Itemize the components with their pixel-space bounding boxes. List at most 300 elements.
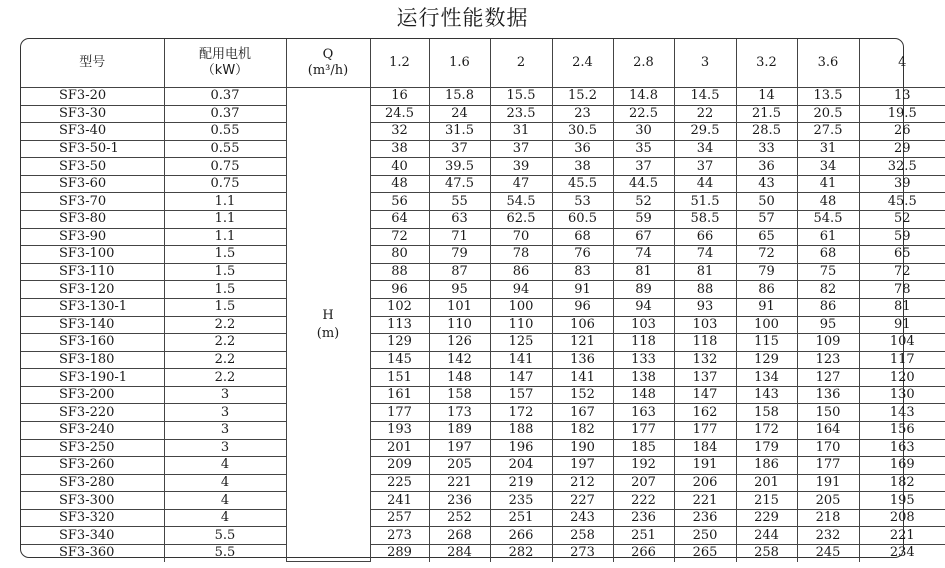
table-row [21,158,945,176]
column-header-flow-unit [286,39,370,88]
head-value-cell: 38 [552,158,613,176]
head-value-cell: 179 [736,439,797,457]
model-cell: SF3-80 [21,211,164,229]
head-value-cell: 41 [797,175,859,193]
head-value-cell: 32 [370,123,429,141]
head-value-cell: 22 [674,105,736,123]
head-value-cell: 14.5 [674,88,736,106]
head-value-cell: 94 [613,298,674,316]
model-cell: SF3-40 [21,123,164,141]
head-value-cell: 222 [613,492,674,510]
head-value-cell: 184 [674,439,736,457]
head-value-cell: 185 [613,439,674,457]
head-value-cell: 37 [674,158,736,176]
head-value-cell: 207 [613,474,674,492]
head-value-cell: 251 [613,527,674,545]
head-value-cell: 13.5 [797,88,859,106]
head-value-cell: 265 [674,545,736,562]
head-value-cell: 189 [429,421,490,439]
table-row [21,439,945,457]
head-value-cell: 137 [674,369,736,387]
head-value-cell: 197 [429,439,490,457]
head-value-cell: 20.5 [797,105,859,123]
table-row [21,175,945,193]
head-value-cell: 86 [736,281,797,299]
table-row [21,509,945,527]
head-value-cell: 37 [429,140,490,158]
head-value-cell: 96 [552,298,613,316]
table-row [21,193,945,211]
power-cell: 2.2 [164,351,286,369]
head-value-cell: 48 [797,193,859,211]
head-value-cell: 172 [736,421,797,439]
head-value-cell: 45.5 [859,193,945,211]
head-value-cell: 229 [736,509,797,527]
head-value-cell: 284 [429,545,490,562]
head-value-cell: 37 [613,158,674,176]
head-value-cell: 234 [859,545,945,562]
head-value-cell: 43 [736,175,797,193]
model-cell: SF3-100 [21,246,164,264]
head-value-cell: 266 [490,527,552,545]
head-value-cell: 66 [674,228,736,246]
power-cell: 2.2 [164,316,286,334]
head-value-cell: 121 [552,334,613,352]
head-value-cell: 27.5 [797,123,859,141]
model-cell: SF3-140 [21,316,164,334]
head-value-cell: 35 [613,140,674,158]
head-value-cell: 68 [552,228,613,246]
column-header-flow: 3.2 [736,39,797,88]
head-value-cell: 39 [859,175,945,193]
head-value-cell: 252 [429,509,490,527]
head-value-cell: 52 [613,193,674,211]
head-value-cell: 33 [736,140,797,158]
head-value-cell: 60.5 [552,211,613,229]
model-cell: SF3-200 [21,386,164,404]
head-value-cell: 236 [674,509,736,527]
head-value-cell: 118 [613,334,674,352]
model-cell: SF3-160 [21,334,164,352]
head-value-cell: 141 [490,351,552,369]
head-value-cell: 67 [613,228,674,246]
head-value-cell: 78 [490,246,552,264]
head-value-cell: 193 [370,421,429,439]
head-value-cell: 100 [736,316,797,334]
head-value-cell: 83 [552,263,613,281]
head-value-cell: 169 [859,457,945,475]
head-value-cell: 118 [674,334,736,352]
head-value-cell: 78 [859,281,945,299]
head-value-cell: 103 [674,316,736,334]
head-value-cell: 15.5 [490,88,552,106]
head-value-cell: 115 [736,334,797,352]
head-value-cell: 95 [797,316,859,334]
power-cell: 0.55 [164,140,286,158]
head-value-cell: 152 [552,386,613,404]
head-value-cell: 16 [370,88,429,106]
flow-header-line1: Q [322,47,334,62]
head-value-cell: 109 [797,334,859,352]
head-value-cell: 282 [490,545,552,562]
head-value-cell: 79 [429,246,490,264]
head-value-cell: 45.5 [552,175,613,193]
head-value-cell: 65 [736,228,797,246]
head-value-cell: 138 [613,369,674,387]
head-value-cell: 39.5 [429,158,490,176]
head-value-cell: 61 [797,228,859,246]
power-cell: 3 [164,421,286,439]
power-cell: 2.2 [164,334,286,352]
model-cell: SF3-280 [21,474,164,492]
head-value-cell: 58.5 [674,211,736,229]
head-value-cell: 70 [490,228,552,246]
head-value-cell: 142 [429,351,490,369]
model-cell: SF3-120 [21,281,164,299]
head-value-cell: 208 [859,509,945,527]
head-value-cell: 86 [490,263,552,281]
head-value-cell: 72 [859,263,945,281]
head-value-cell: 106 [552,316,613,334]
head-value-cell: 156 [859,421,945,439]
head-value-cell: 74 [613,246,674,264]
head-value-cell: 150 [797,404,859,422]
head-value-cell: 225 [370,474,429,492]
head-value-cell: 167 [552,404,613,422]
head-value-cell: 36 [736,158,797,176]
head-value-cell: 56 [370,193,429,211]
head-value-cell: 81 [613,263,674,281]
model-cell: SF3-70 [21,193,164,211]
head-value-cell: 31.5 [429,123,490,141]
model-cell: SF3-60 [21,175,164,193]
head-value-cell: 30.5 [552,123,613,141]
head-value-cell: 24.5 [370,105,429,123]
head-value-cell: 72 [736,246,797,264]
head-value-cell: 47 [490,175,552,193]
power-cell: 3 [164,404,286,422]
table-row [21,88,945,106]
model-cell: SF3-20 [21,88,164,106]
head-value-cell: 251 [490,509,552,527]
head-value-cell: 190 [552,439,613,457]
head-value-cell: 104 [859,334,945,352]
head-value-cell: 163 [859,439,945,457]
column-header-flow: 1.2 [370,39,429,88]
flow-header-line2: (m³/h) [307,63,349,78]
head-value-cell: 212 [552,474,613,492]
table-row [21,316,945,334]
head-value-cell: 133 [613,351,674,369]
model-cell: SF3-110 [21,263,164,281]
head-value-cell: 232 [797,527,859,545]
head-value-cell: 177 [613,421,674,439]
head-value-cell: 218 [797,509,859,527]
head-value-cell: 113 [370,316,429,334]
head-value-cell: 53 [552,193,613,211]
head-value-cell: 188 [490,421,552,439]
head-value-cell: 273 [552,545,613,562]
column-header-flow: 3 [674,39,736,88]
head-value-cell: 59 [859,228,945,246]
head-value-cell: 227 [552,492,613,510]
table-row [21,404,945,422]
power-header-line1: 配用电机 [198,47,251,62]
head-value-cell: 172 [490,404,552,422]
head-value-cell: 126 [429,334,490,352]
head-value-cell: 129 [370,334,429,352]
head-value-cell: 158 [736,404,797,422]
head-value-cell: 44.5 [613,175,674,193]
head-value-cell: 241 [370,492,429,510]
head-value-cell: 96 [370,281,429,299]
head-value-cell: 195 [859,492,945,510]
head-value-cell: 215 [736,492,797,510]
head-value-cell: 14 [736,88,797,106]
head-value-cell: 14.8 [613,88,674,106]
head-value-cell: 22.5 [613,105,674,123]
head-value-cell: 13 [859,88,945,106]
head-value-cell: 177 [674,421,736,439]
head-value-cell: 201 [736,474,797,492]
table-row [21,386,945,404]
head-unit-cell [286,88,370,562]
head-value-cell: 23.5 [490,105,552,123]
head-value-cell: 123 [797,351,859,369]
power-cell: 1.5 [164,298,286,316]
table-row [21,105,945,123]
model-cell: SF3-180 [21,351,164,369]
column-header-power [164,39,286,88]
head-value-cell: 44 [674,175,736,193]
power-cell: 0.37 [164,105,286,123]
head-value-cell: 40 [370,158,429,176]
power-cell: 1.1 [164,211,286,229]
head-value-cell: 158 [429,386,490,404]
head-value-cell: 72 [370,228,429,246]
head-value-cell: 64 [370,211,429,229]
head-value-cell: 79 [736,263,797,281]
column-header-flow: 3.6 [797,39,859,88]
head-value-cell: 258 [552,527,613,545]
head-value-cell: 110 [429,316,490,334]
head-value-cell: 63 [429,211,490,229]
head-value-cell: 147 [490,369,552,387]
table-row [21,211,945,229]
head-value-cell: 125 [490,334,552,352]
head-value-cell: 148 [429,369,490,387]
head-value-cell: 94 [490,281,552,299]
head-value-cell: 173 [429,404,490,422]
table-row [21,123,945,141]
head-value-cell: 250 [674,527,736,545]
power-cell: 2.2 [164,369,286,387]
model-cell: SF3-190-1 [21,369,164,387]
head-value-cell: 205 [429,457,490,475]
head-value-cell: 47.5 [429,175,490,193]
table-row [21,263,945,281]
power-cell: 4 [164,457,286,475]
head-value-cell: 236 [613,509,674,527]
head-label: H [322,307,334,323]
head-value-cell: 50 [736,193,797,211]
head-value-cell: 102 [370,298,429,316]
table-row [21,474,945,492]
model-cell: SF3-50-1 [21,140,164,158]
head-value-cell: 182 [552,421,613,439]
table-row [21,369,945,387]
head-value-cell: 205 [797,492,859,510]
model-cell: SF3-320 [21,509,164,527]
head-value-cell: 24 [429,105,490,123]
head-value-cell: 186 [736,457,797,475]
model-cell: SF3-220 [21,404,164,422]
head-value-cell: 91 [859,316,945,334]
head-value-cell: 164 [797,421,859,439]
model-cell: SF3-30 [21,105,164,123]
power-cell: 1.5 [164,246,286,264]
head-value-cell: 37 [490,140,552,158]
model-cell: SF3-50 [21,158,164,176]
head-value-cell: 257 [370,509,429,527]
head-value-cell: 82 [797,281,859,299]
head-value-cell: 30 [613,123,674,141]
head-value-cell: 196 [490,439,552,457]
power-cell: 0.75 [164,158,286,176]
table-row [21,421,945,439]
head-value-cell: 219 [490,474,552,492]
head-value-cell: 157 [490,386,552,404]
head-value-cell: 86 [797,298,859,316]
table-row [21,527,945,545]
head-value-cell: 26 [859,123,945,141]
head-value-cell: 51.5 [674,193,736,211]
head-value-cell: 129 [736,351,797,369]
head-value-cell: 88 [370,263,429,281]
table-row [21,457,945,475]
head-value-cell: 65 [859,246,945,264]
head-value-cell: 243 [552,509,613,527]
head-value-cell: 141 [552,369,613,387]
column-header-flow: 2.8 [613,39,674,88]
head-value-cell: 34 [674,140,736,158]
head-value-cell: 130 [859,386,945,404]
head-value-cell: 136 [797,386,859,404]
head-value-cell: 221 [429,474,490,492]
head-value-cell: 93 [674,298,736,316]
head-value-cell: 268 [429,527,490,545]
head-value-cell: 197 [552,457,613,475]
table-row [21,351,945,369]
power-cell: 4 [164,492,286,510]
head-value-cell: 161 [370,386,429,404]
head-value-cell: 151 [370,369,429,387]
head-value-cell: 206 [674,474,736,492]
head-value-cell: 74 [674,246,736,264]
head-value-cell: 127 [797,369,859,387]
table-row [21,246,945,264]
head-value-cell: 148 [613,386,674,404]
head-value-cell: 221 [859,527,945,545]
head-value-cell: 117 [859,351,945,369]
head-value-cell: 88 [674,281,736,299]
head-value-cell: 81 [674,263,736,281]
model-cell: SF3-340 [21,527,164,545]
head-value-cell: 235 [490,492,552,510]
head-value-cell: 191 [797,474,859,492]
power-cell: 0.75 [164,175,286,193]
column-header-flow: 2 [490,39,552,88]
head-value-cell: 191 [674,457,736,475]
column-header-flow: 4 [859,39,945,88]
model-cell: SF3-90 [21,228,164,246]
head-value-cell: 147 [674,386,736,404]
head-value-cell: 236 [429,492,490,510]
model-cell: SF3-250 [21,439,164,457]
header-row [21,39,945,88]
performance-table-frame [20,38,917,561]
head-value-cell: 103 [613,316,674,334]
head-value-cell: 68 [797,246,859,264]
head-value-cell: 54.5 [490,193,552,211]
head-value-cell: 52 [859,211,945,229]
head-value-cell: 182 [859,474,945,492]
power-cell: 1.1 [164,228,286,246]
head-value-cell: 132 [674,351,736,369]
table-row [21,281,945,299]
head-value-cell: 136 [552,351,613,369]
head-value-cell: 201 [370,439,429,457]
head-value-cell: 89 [613,281,674,299]
page-title: 运行性能数据 [396,6,529,30]
head-value-cell: 289 [370,545,429,562]
table-row [21,334,945,352]
head-value-cell: 21.5 [736,105,797,123]
head-value-cell: 71 [429,228,490,246]
model-cell: SF3-300 [21,492,164,510]
head-value-cell: 76 [552,246,613,264]
head-value-cell: 87 [429,263,490,281]
head-value-cell: 38 [370,140,429,158]
head-value-cell: 100 [490,298,552,316]
head-value-cell: 177 [797,457,859,475]
head-value-cell: 48 [370,175,429,193]
head-value-cell: 36 [552,140,613,158]
power-cell: 5.5 [164,527,286,545]
head-value-cell: 29 [859,140,945,158]
head-value-cell: 15.2 [552,88,613,106]
head-value-cell: 31 [797,140,859,158]
table-row [21,228,945,246]
column-header-flow: 2.4 [552,39,613,88]
head-value-cell: 95 [429,281,490,299]
table-row [21,492,945,510]
table-header [21,39,945,88]
head-value-cell: 170 [797,439,859,457]
head-value-cell: 204 [490,457,552,475]
model-cell: SF3-260 [21,457,164,475]
head-value-cell: 273 [370,527,429,545]
head-value-cell: 55 [429,193,490,211]
head-value-cell: 162 [674,404,736,422]
head-value-cell: 91 [736,298,797,316]
head-value-cell: 54.5 [797,211,859,229]
head-value-cell: 75 [797,263,859,281]
head-value-cell: 101 [429,298,490,316]
power-cell: 1.1 [164,193,286,211]
head-value-cell: 177 [370,404,429,422]
performance-table [21,39,945,562]
